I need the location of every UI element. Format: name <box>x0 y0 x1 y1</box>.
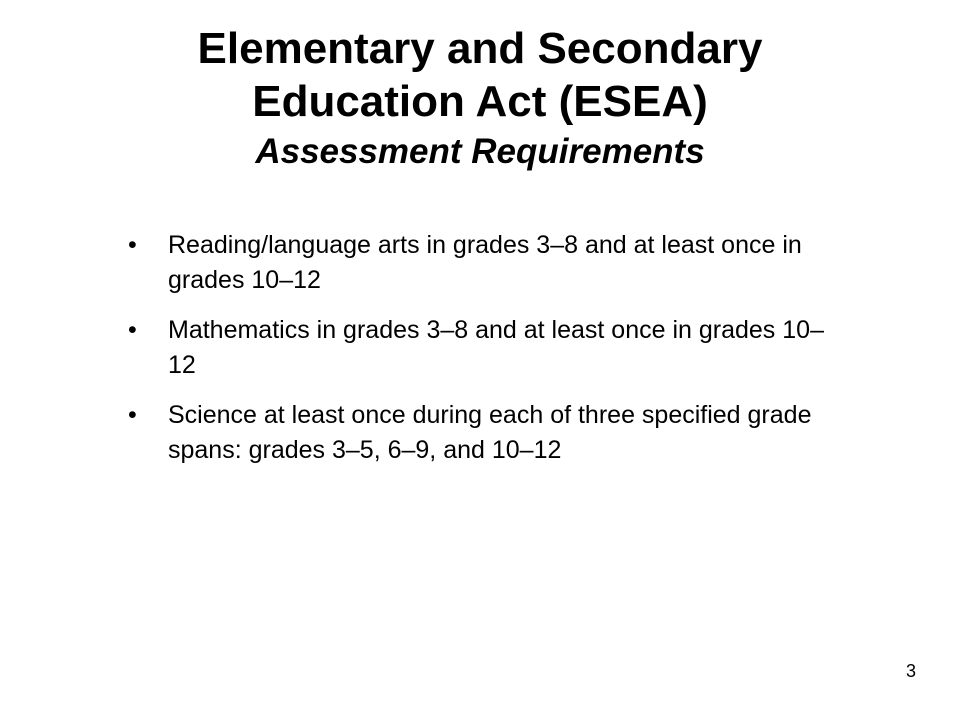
bullet-text: Reading/language arts in grades 3–8 and at least once in grades 10–12 <box>168 231 802 294</box>
bullet-icon: • <box>128 401 137 429</box>
bullet-icon: • <box>128 316 137 344</box>
title-line-1: Elementary and Secondary <box>197 24 763 73</box>
title-line-2: Education Act (ESEA) <box>252 77 708 126</box>
slide-title <box>80 22 880 176</box>
bullet-icon: • <box>128 231 137 259</box>
page-number: 3 <box>905 661 916 681</box>
bullet-item-reading <box>128 228 848 298</box>
bullet-list <box>128 228 848 483</box>
bullet-text: Mathematics in grades 3–8 and at least once in grades 10–12 <box>168 316 824 379</box>
bullet-text: Science at least once during each of three specified grade spans: grades 3–5, 6–9, and 10–12 <box>168 401 812 464</box>
slide-subtitle: Assessment Requirements <box>255 132 705 171</box>
bullet-item-mathematics <box>128 313 848 383</box>
bullet-item-science <box>128 398 848 468</box>
